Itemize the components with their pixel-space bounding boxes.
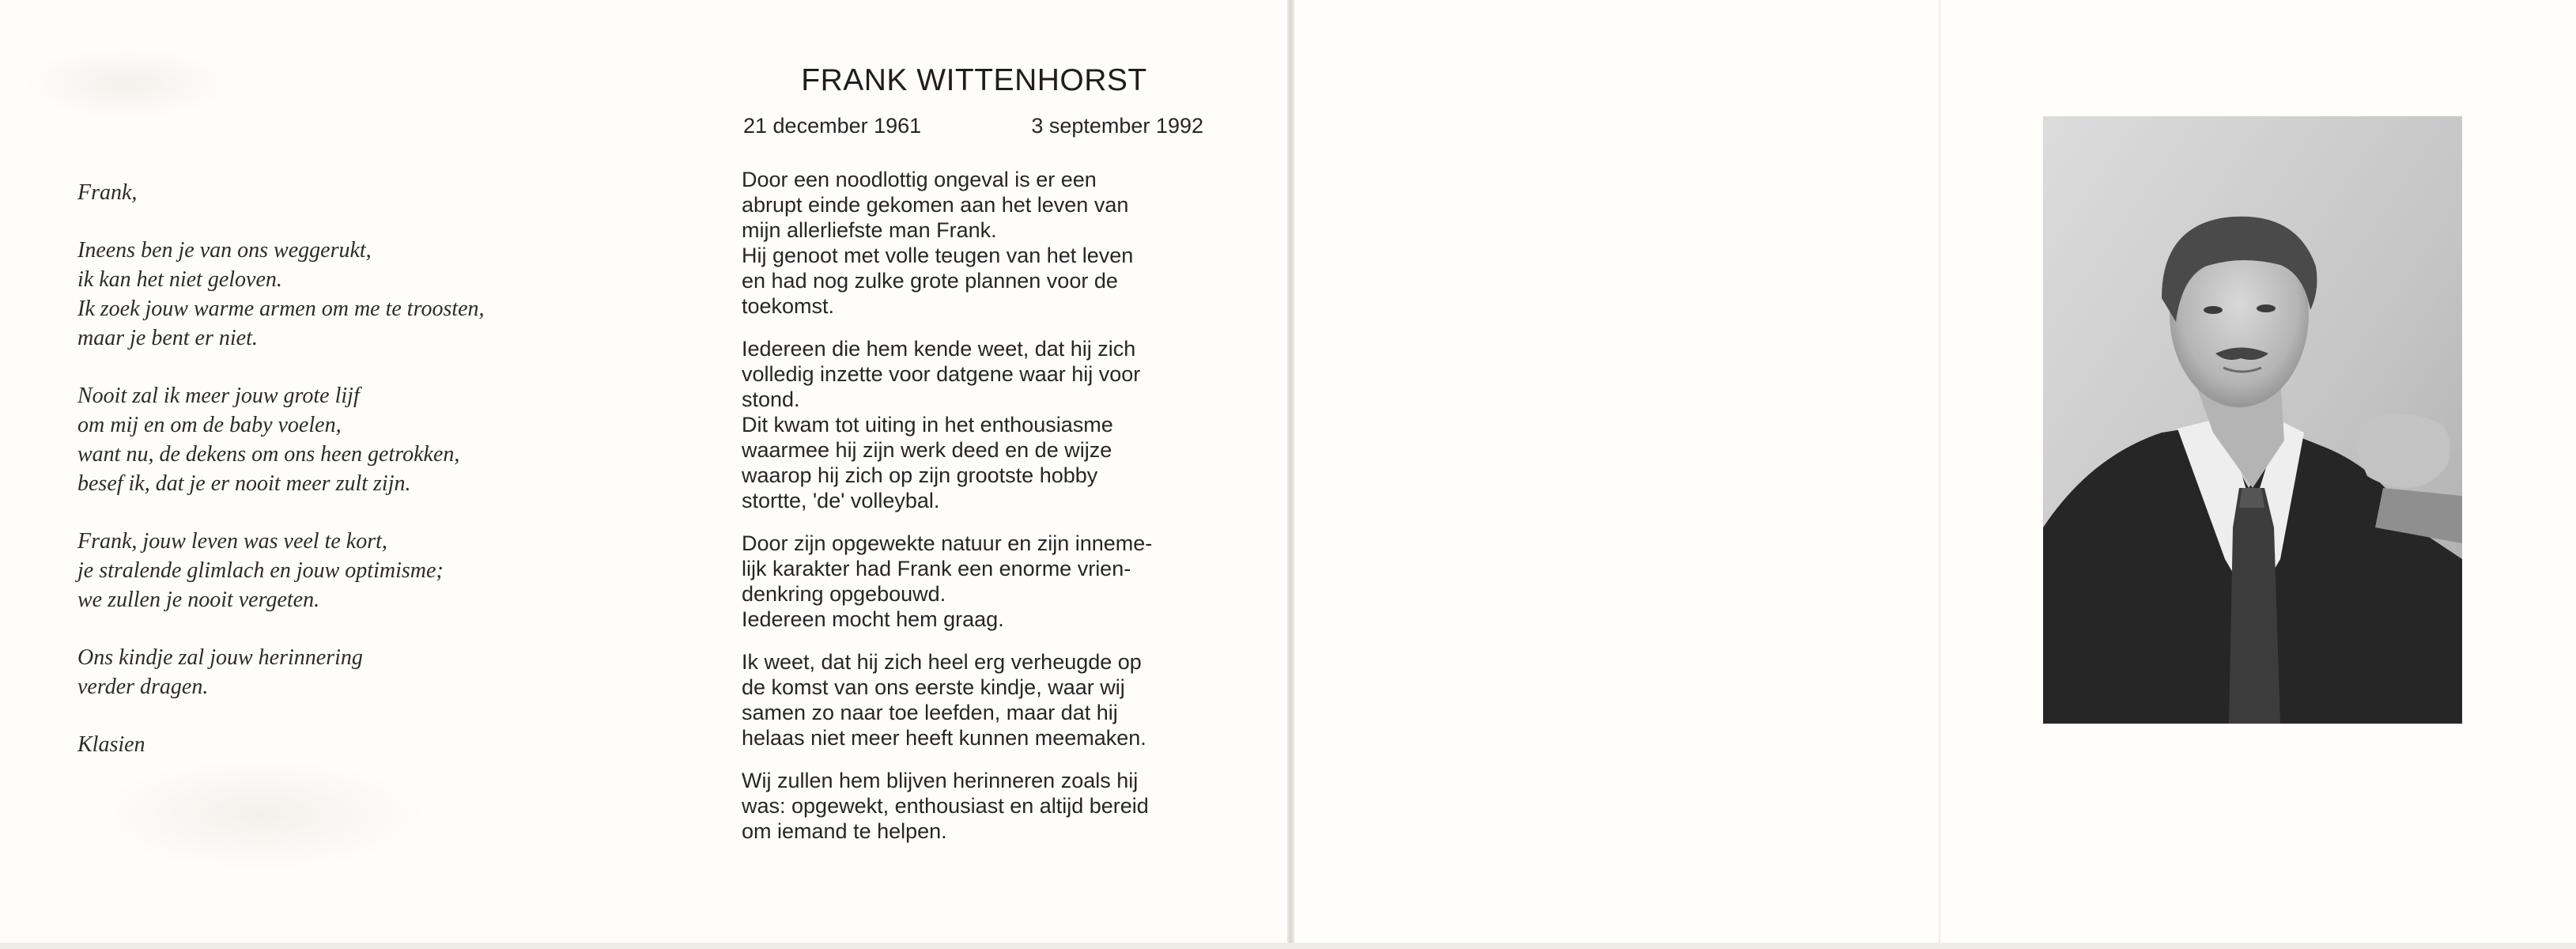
poem-line: we zullen je nooit vergeten. bbox=[77, 588, 320, 612]
poem-signature bbox=[77, 730, 647, 759]
poem-stanza bbox=[77, 178, 647, 207]
obituary-text bbox=[742, 63, 1207, 861]
text-line: Iedereen mocht hem graag. bbox=[742, 607, 1004, 631]
text-line: denkring opgebouwd. bbox=[742, 582, 946, 606]
text-line: stortte, 'de' volleybal. bbox=[742, 489, 940, 512]
paragraph bbox=[742, 167, 1207, 319]
poem-line: besef ik, dat je er nooit meer zult zijn. bbox=[77, 471, 411, 496]
text-line: Dit kwam tot uiting in het enthousiasme bbox=[742, 413, 1113, 437]
poem-line: verder dragen. bbox=[77, 675, 209, 699]
text-line: was: opgewekt, enthousiast en altijd bereid bbox=[742, 794, 1149, 818]
text-line: Wij zullen hem blijven herinneren zoals hij bbox=[742, 769, 1139, 792]
death-date: 3 september 1992 bbox=[1031, 114, 1203, 138]
poem-line: Nooit zal ik meer jouw grote lijf bbox=[77, 384, 360, 408]
birth-date: 21 december 1961 bbox=[743, 114, 922, 138]
text-line: helaas niet meer heeft kunnen meemaken. bbox=[742, 726, 1146, 750]
life-dates bbox=[742, 114, 1207, 138]
text-line: Door zijn opgewekte natuur en zijn inneme- bbox=[742, 531, 1153, 555]
poem-line: om mij en om de baby voelen, bbox=[77, 413, 342, 437]
paragraph bbox=[742, 649, 1207, 751]
text-line: waarop hij zich op zijn grootste hobby bbox=[742, 463, 1098, 487]
text-line: Ik weet, dat hij zich heel erg verheugde op bbox=[742, 650, 1142, 674]
poem-line: maar je bent er niet. bbox=[77, 326, 258, 350]
poem-stanza bbox=[77, 381, 647, 498]
portrait-photo-icon bbox=[2043, 116, 2462, 724]
page-fold bbox=[1939, 0, 1940, 943]
poem-line: Frank, jouw leven was veel te kort, bbox=[77, 529, 387, 554]
poem-line: Klasien bbox=[77, 732, 145, 757]
poem-line: je stralende glimlach en jouw optimisme; bbox=[77, 558, 444, 583]
paragraph bbox=[742, 531, 1207, 632]
poem bbox=[77, 178, 647, 788]
text-line: stond. bbox=[742, 388, 800, 411]
poem-line: want nu, de dekens om ons heen getrokken, bbox=[77, 442, 460, 467]
poem-stanza bbox=[77, 643, 647, 701]
text-line: mijn allerliefste man Frank. bbox=[742, 218, 997, 242]
page-gutter bbox=[1287, 0, 1294, 949]
text-line: om iemand te helpen. bbox=[742, 819, 947, 843]
paragraph bbox=[742, 336, 1207, 513]
text-line: waarmee hij zijn werk deed en de wijze bbox=[742, 438, 1112, 462]
text-line: volledig inzette voor datgene waar hij voor bbox=[742, 362, 1141, 386]
poem-stanza bbox=[77, 527, 647, 614]
text-line: Iedereen die hem kende weet, dat hij zich bbox=[742, 337, 1136, 361]
poem-line: Ik zoek jouw warme armen om me te troosten, bbox=[77, 297, 485, 321]
portrait-photo bbox=[2043, 116, 2462, 724]
emboss-mark bbox=[24, 47, 229, 119]
text-line: Door een noodlottig ongeval is er een bbox=[742, 168, 1097, 191]
text-line: toekomst. bbox=[742, 294, 835, 318]
paragraph bbox=[742, 768, 1207, 844]
text-line: samen zo naar toe leefden, maar dat hij bbox=[742, 701, 1118, 724]
deceased-name: FRANK WITTENHORST bbox=[801, 63, 1147, 97]
text-line: lijk karakter had Frank een enorme vrien- bbox=[742, 557, 1131, 580]
poem-stanza bbox=[77, 236, 647, 353]
text-line: en had nog zulke grote plannen voor de bbox=[742, 269, 1118, 293]
poem-line: ik kan het niet geloven. bbox=[77, 267, 282, 292]
poem-line: Ineens ben je van ons weggerukt, bbox=[77, 238, 372, 263]
text-line: de komst van ons eerste kindje, waar wij bbox=[742, 675, 1125, 699]
poem-line: Ons kindje zal jouw herinnering bbox=[77, 645, 363, 670]
text-line: abrupt einde gekomen aan het leven van bbox=[742, 193, 1129, 217]
text-line: Hij genoot met volle teugen van het leven bbox=[742, 244, 1134, 267]
bottom-edge bbox=[0, 943, 2576, 949]
poem-line: Frank, bbox=[77, 180, 138, 205]
